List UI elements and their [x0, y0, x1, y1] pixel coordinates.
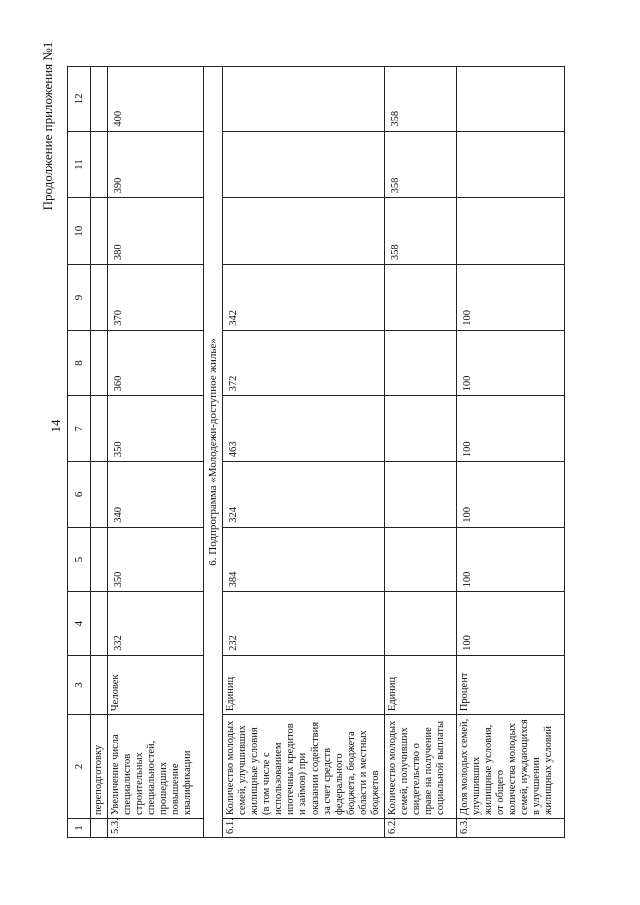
value-cell: 463	[223, 396, 385, 462]
value-cell: 358	[384, 198, 456, 265]
indicator-table	[67, 66, 565, 838]
table-row	[456, 67, 564, 838]
col-header: 4	[68, 592, 91, 656]
col-header: 1	[68, 818, 91, 837]
value-cell: 232	[223, 592, 385, 656]
value-cell: 358	[384, 131, 456, 198]
value-cell: 324	[223, 462, 385, 528]
cell	[91, 818, 108, 837]
value-cell: 390	[108, 131, 204, 198]
value-cell	[384, 396, 456, 462]
col-header: 9	[68, 265, 91, 331]
value-cell	[223, 67, 385, 132]
value-cell: 350	[108, 396, 204, 462]
cell	[91, 396, 108, 462]
value-cell	[456, 67, 564, 132]
value-cell	[384, 592, 456, 656]
value-cell: 100	[456, 462, 564, 528]
cell	[91, 527, 108, 592]
indicator-name: Количество молодых семей, получивших свидетельство о праве на получение социальной выплаты	[384, 715, 456, 819]
col-header: 5	[68, 527, 91, 592]
value-cell: 400	[108, 67, 204, 132]
value-cell: 100	[456, 265, 564, 331]
value-cell: 340	[108, 462, 204, 528]
col-header: 12	[68, 67, 91, 132]
value-cell: 100	[456, 527, 564, 592]
row-code: 6.1.	[223, 818, 385, 837]
section-title: 6. Подпрограмма «Молодежи-доступное жилье»	[204, 67, 223, 838]
value-cell: 372	[223, 330, 385, 396]
value-cell: 384	[223, 527, 385, 592]
continuation-label: Продолжение приложения №1	[40, 41, 55, 211]
cell	[91, 265, 108, 331]
table-row	[384, 67, 456, 838]
cell	[91, 330, 108, 396]
page-number: 14	[48, 419, 63, 433]
unit-cell: Человек	[108, 655, 204, 714]
rotated-table-sheet	[67, 66, 555, 838]
table-row	[223, 67, 385, 838]
cell	[91, 462, 108, 528]
value-cell	[384, 265, 456, 331]
cell	[91, 655, 108, 714]
col-header: 11	[68, 131, 91, 198]
section-row	[204, 67, 223, 838]
cell	[91, 198, 108, 265]
value-cell: 342	[223, 265, 385, 331]
cell	[91, 592, 108, 656]
value-cell: 100	[456, 396, 564, 462]
col-header: 3	[68, 655, 91, 714]
unit-cell: Процент	[456, 655, 564, 714]
value-cell	[384, 527, 456, 592]
table-row	[91, 67, 108, 838]
col-header: 7	[68, 396, 91, 462]
col-header: 10	[68, 198, 91, 265]
value-cell	[223, 198, 385, 265]
indicator-name: Доля молодых семей, улучшивших жилищные условия, от общего количества молодых семей, нуждающихся в улучшении жилищных условий	[456, 715, 564, 819]
indicator-name: Количество молодых семей, улучшивших жилищные условия (в том числе с использованием ипотечных кредитов и займов) при оказании содействия за счет средств федерального бюджета, бюджета области и местных бюджетов	[223, 715, 385, 819]
value-cell: 100	[456, 592, 564, 656]
value-cell: 358	[384, 67, 456, 132]
value-cell	[223, 131, 385, 198]
unit-cell: Единиц	[223, 655, 385, 714]
value-cell	[384, 462, 456, 528]
cell: переподготовку	[91, 715, 108, 819]
value-cell: 370	[108, 265, 204, 331]
cell	[91, 67, 108, 132]
value-cell: 100	[456, 330, 564, 396]
value-cell: 360	[108, 330, 204, 396]
value-cell: 350	[108, 527, 204, 592]
row-code: 6.2.	[384, 818, 456, 837]
col-header: 8	[68, 330, 91, 396]
value-cell	[456, 131, 564, 198]
col-header: 6	[68, 462, 91, 528]
value-cell: 380	[108, 198, 204, 265]
row-code: 5.3.	[108, 818, 204, 837]
cell	[91, 131, 108, 198]
value-cell: 332	[108, 592, 204, 656]
table-header-row	[68, 67, 91, 838]
col-header: 2	[68, 715, 91, 819]
value-cell	[456, 198, 564, 265]
indicator-name: Увеличение числа специалистов строительных специальностей, прошедших повышение квалификации	[108, 715, 204, 819]
table-row	[108, 67, 204, 838]
unit-cell: Единиц	[384, 655, 456, 714]
row-code: 6.3.	[456, 818, 564, 837]
value-cell	[384, 330, 456, 396]
